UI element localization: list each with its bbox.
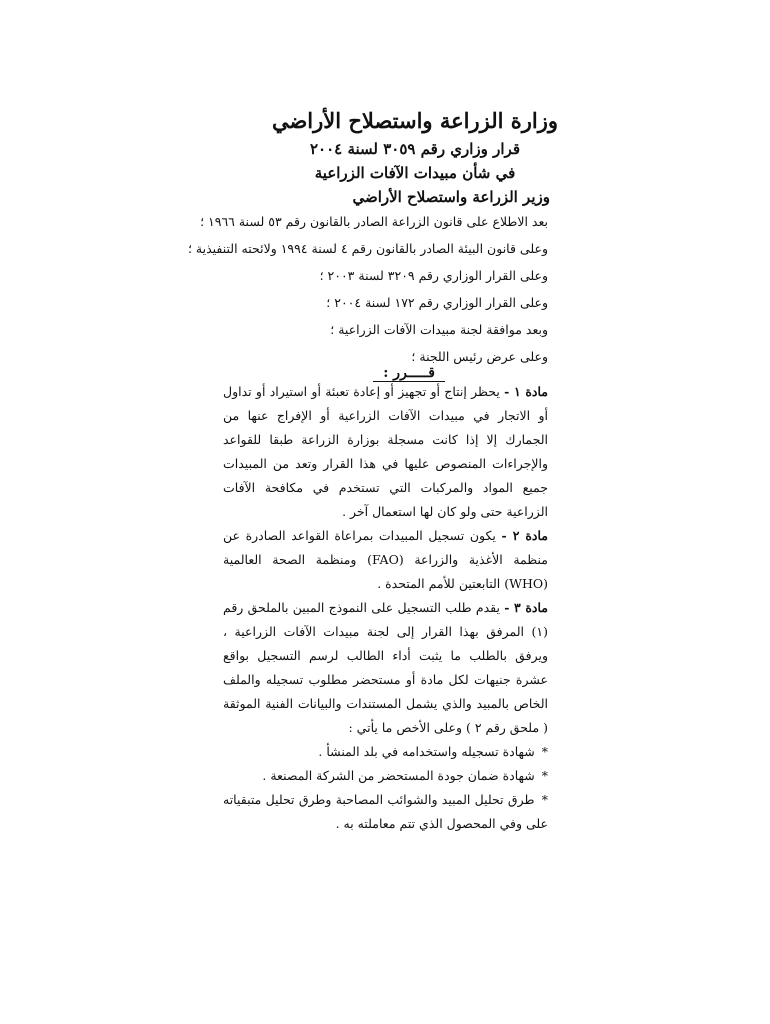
preamble-list: [187, 212, 548, 374]
list-item: [223, 740, 548, 764]
preamble-item: وبعد موافقة لجنة مبيدات الآفات الزراعية ؛: [330, 322, 548, 337]
decree-number: قرار وزاري رقم ٣٠٥٩ لسنة ٢٠٠٤: [310, 140, 520, 158]
article-label: مادة ٢ -: [501, 528, 549, 543]
article-label: مادة ١ -: [504, 384, 549, 399]
article-2: [223, 524, 548, 596]
bullet-mark: *: [541, 768, 548, 783]
article-text: يقدم طلب التسجيل على النموذج المبين بالملحق رقم (١) المرفق بهذا القرار إلى لجنة مبيدات الآفات الزراعية ، ويرفق بالطلب ما يثبت أداء الطالب لرسم التسجيل بواقع عشرة جنيهات لكل مادة أو مستحضر مطلوب تسجيله والملف الخاص بالمبيد والذي يشمل المستندات والبيانات الفنية الموثقة ( ملحق رقم ٢ ) وعلى الأخص ما يأتي :: [223, 600, 548, 735]
list-item-text: طرق تحليل المبيد والشوائب المصاحبة وطرق تحليل متبقياته على وفي المحصول الذي تتم معاملته به .: [223, 792, 548, 831]
ministry-title: وزارة الزراعة واستصلاح الأراضي: [271, 108, 559, 133]
requirements-list: [223, 740, 548, 836]
preamble-item: وعلى القرار الوزاري رقم ٣٢٠٩ لسنة ٢٠٠٣ ؛: [319, 268, 548, 283]
preamble-item: وعلى عرض رئيس اللجنة ؛: [411, 349, 548, 364]
list-item: [223, 764, 548, 788]
article-label: مادة ٣ -: [504, 600, 548, 615]
preamble-item: وعلى القرار الوزاري رقم ١٧٢ لسنة ٢٠٠٤ ؛: [326, 295, 548, 310]
list-item: [223, 788, 548, 836]
article-text: يحظر إنتاج أو تجهيز أو إعادة تعبئة أو استيراد أو تداول أو الاتجار في مبيدات الآفات الزراعية أو الإفراج عنها من الجمارك إلا إذا كانت مسجلة بوزارة الزراعة طبقا للقواعد والإجراءات المنصوص عليها في هذا القرار وتعد من المبيدات جميع المواد والمركبات التي تستخدم في مكافحة الآفات الزراعية حتى ولو كان لها استعمال آخر .: [223, 384, 548, 519]
list-item-text: شهادة تسجيله واستخدامه في بلد المنشأ .: [318, 744, 535, 759]
list-item-text: شهادة ضمان جودة المستحضر من الشركة المصنعة .: [262, 768, 535, 783]
preamble-item: بعد الاطلاع على قانون الزراعة الصادر بالقانون رقم ٥٣ لسنة ١٩٦٦ ؛: [200, 214, 548, 229]
article-1: [223, 380, 548, 524]
minister-line: وزير الزراعة واستصلاح الأراضي: [352, 188, 550, 206]
decree-subject: في شأن مبيدات الآفات الزراعية: [314, 164, 516, 182]
decides-heading: قـــــرر :: [373, 365, 445, 382]
article-3: [223, 596, 548, 740]
articles-body: [223, 380, 548, 836]
bullet-mark: *: [541, 744, 548, 759]
article-text: يكون تسجيل المبيدات بمراعاة القواعد الصادرة عن منظمة الأغذية والزراعة (FAO) ومنظمة الصحة العالمية (WHO) التابعتين للأمم المتحدة .: [223, 528, 548, 591]
preamble-item: وعلى قانون البيئة الصادر بالقانون رقم ٤ لسنة ١٩٩٤ ولائحته التنفيذية ؛: [187, 241, 548, 256]
bullet-mark: *: [541, 792, 548, 807]
